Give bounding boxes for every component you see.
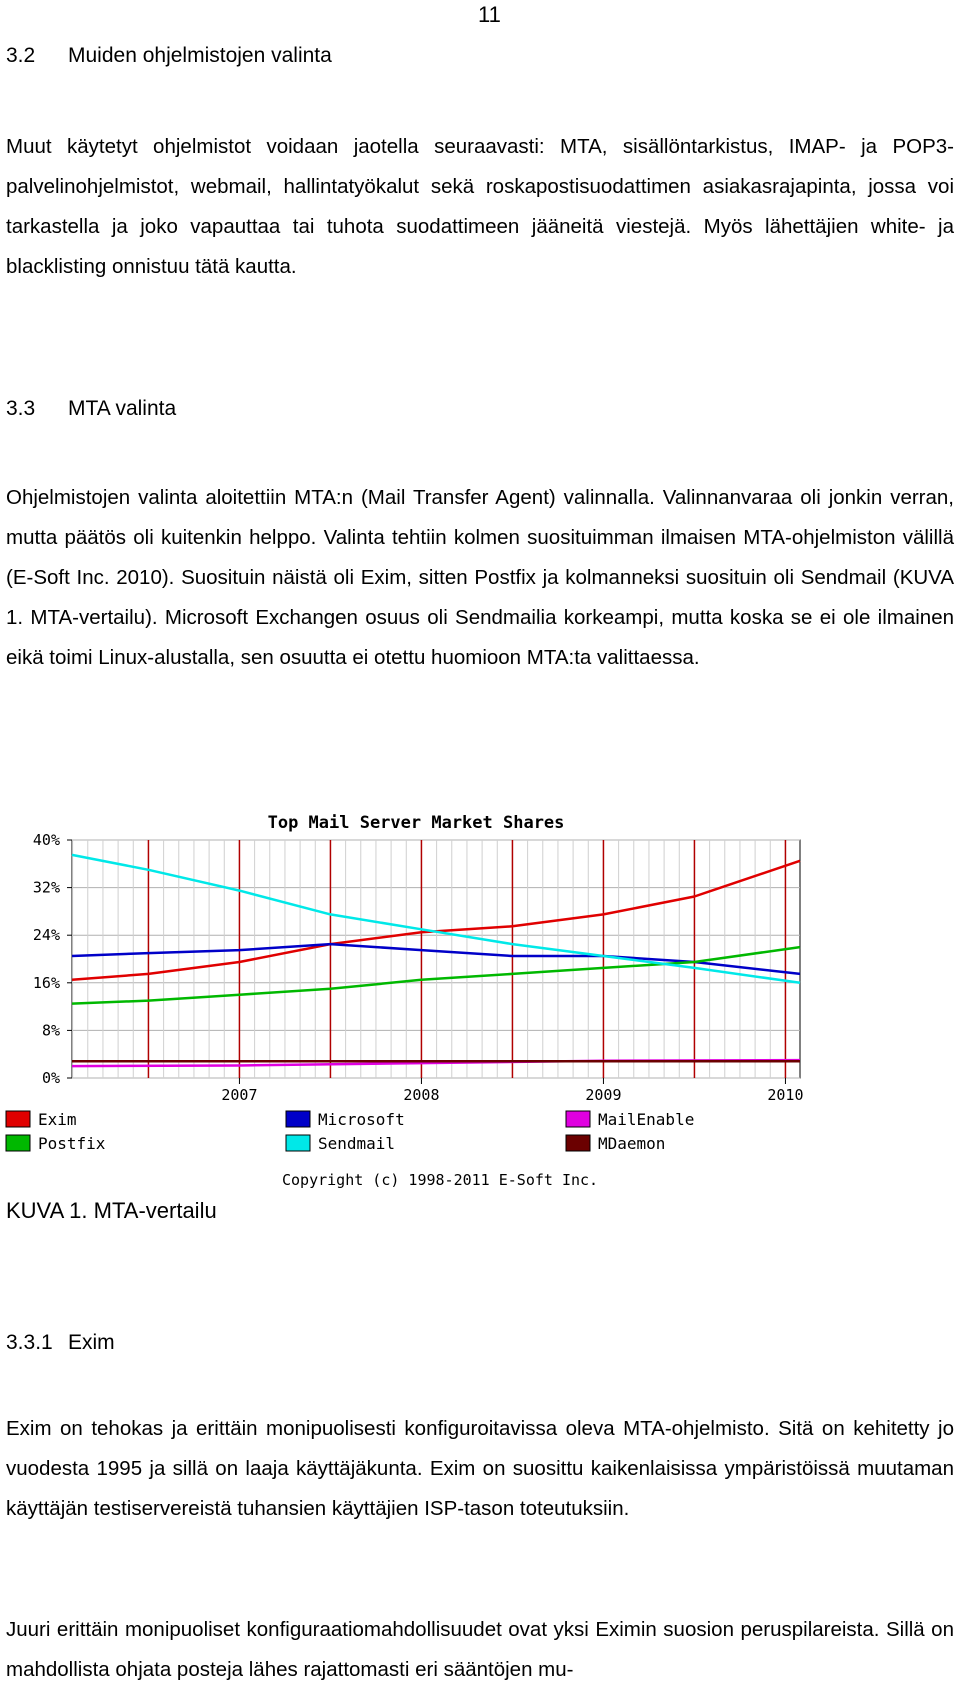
section-3-3-heading [6,397,176,421]
y-tick-label: 32% [32,878,60,897]
x-tick-label: 2009 [585,1086,622,1104]
legend-swatch-postfix [6,1135,30,1151]
section-3-2-paragraph: Muut käytetyt ohjelmistot voidaan jaotella seuraavasti: MTA, sisällöntarkistus, IMAP- ja POP3-palvelinohjelmistot, webmail, hallintatyökalut sekä roskapostisuodattimen asiakasrajapinta, jossa voi tarkastella ja joko vapauttaa tai tuhota suodattimeen jääneitä viestejä. Myös lähettäjien white- ja blacklisting onnistuu tätä kautta. [6,135,954,278]
chart-title: Top Mail Server Market Shares [267,813,565,833]
figure-caption: KUVA 1. MTA-vertailu [6,1198,217,1223]
section-3-3-1-paragraph-1: Exim on tehokas ja erittäin monipuolisesti konfiguroitavissa oleva MTA-ohjelmisto. Sitä on kehitetty jo vuodesta 1995 ja sillä on laaja käyttäjäkunta. Exim on suosittu kaikenlaisissa ympäristöissä muutaman käyttäjän testiservereistä tuhansien käyttäjien ISP-tason toteutuksiin. [6,1417,954,1520]
legend-swatch-microsoft [286,1111,310,1127]
section-number: 3.2 [6,44,36,67]
y-tick-label: 0% [41,1069,60,1087]
y-tick-label: 8% [41,1021,60,1040]
market-share-figure [0,800,820,1188]
section-3-2-heading [6,44,332,68]
section-3-3-1-paragraph-2: Juuri erittäin monipuoliset konfiguraatiomahdollisuudet ovat yksi Eximin suosion peruspilareista. Sillä on mahdollista ohjata posteja lähes rajattomasti eri sääntöjen mu- [6,1618,954,1681]
section-3-3-paragraph: Ohjelmistojen valinta aloitettiin MTA:n (Mail Transfer Agent) valinnalla. Valinnanvaraa oli jonkin verran, mutta päätös oli kuitenkin helppo. Valinta tehtiin kolmen suosituimman ilmaisen MTA-ohjelmiston välillä (E-Soft Inc. 2010). Suosituin näistä oli Exim, sitten Postfix ja kolmanneksi suosituin oli Sendmail (KUVA 1. MTA-vertailu). Microsoft Exchangen osuus oli Sendmailia korkeampi, mutta koska se ei ole ilmainen eikä toimi Linux-alustalla, sen osuutta ei otettu huomioon MTA:ta valittaessa. [6,486,954,669]
chart-copyright: Copyright (c) 1998-2011 E-Soft Inc. [282,1171,599,1188]
market-share-chart [0,800,820,1188]
x-tick-label: 2007 [221,1086,258,1104]
section-3-3-1-heading [6,1331,115,1355]
legend-label-mdaemon: MDaemon [598,1134,666,1153]
section-number: 3.3 [6,397,36,420]
legend-label-sendmail: Sendmail [318,1134,396,1153]
legend-label-exim: Exim [38,1110,77,1129]
legend-label-mailenable: MailEnable [598,1110,695,1129]
section-title: Exim [68,1331,115,1354]
plot-area [72,840,800,1078]
y-tick-label: 24% [32,926,60,945]
legend-swatch-mailenable [566,1111,590,1127]
section-title: Muiden ohjelmistojen valinta [68,44,332,67]
legend-label-microsoft: Microsoft [318,1110,405,1129]
section-title: MTA valinta [68,397,177,420]
x-tick-label: 2010 [767,1086,804,1104]
section-number: 3.3.1 [6,1331,53,1354]
legend-swatch-sendmail [286,1135,310,1151]
x-tick-label: 2008 [403,1086,440,1104]
legend-swatch-exim [6,1111,30,1127]
y-tick-label: 16% [32,973,60,992]
legend-swatch-mdaemon [566,1135,590,1151]
page-number: 11 [478,2,501,27]
legend-label-postfix: Postfix [38,1134,106,1153]
y-tick-label: 40% [32,831,60,849]
